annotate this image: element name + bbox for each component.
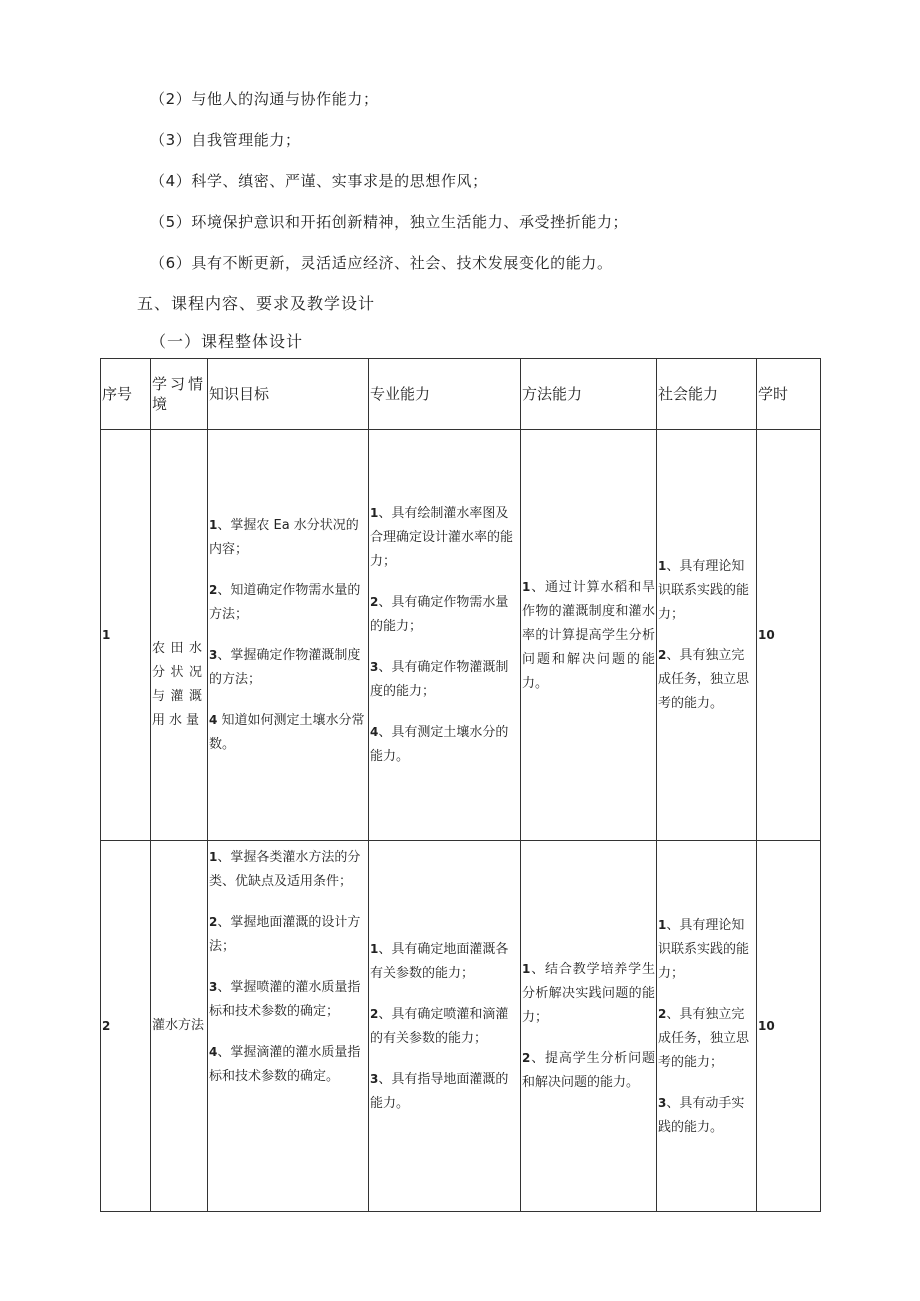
list-item: 4、具有测定土壤水分的能力。 bbox=[370, 725, 509, 764]
header-cell: 方法能力 bbox=[521, 359, 657, 430]
knowledge-goals bbox=[208, 430, 369, 841]
header-cell: 学时 bbox=[757, 359, 821, 430]
list-item: 1、具有绘制灌水率图及合理确定设计灌水率的能力； bbox=[370, 506, 514, 569]
list-item: 1、具有确定地面灌溉各有关参数的能力； bbox=[370, 941, 509, 981]
list-item: 1、结合教学培养学生分析解决实践问题的能力； bbox=[522, 962, 655, 1025]
professional-abilities bbox=[369, 841, 521, 1212]
header-cell: 社会能力 bbox=[657, 359, 757, 430]
method-abilities bbox=[521, 841, 657, 1212]
list-item: 2、掌握地面灌溉的设计方法； bbox=[209, 915, 361, 954]
professional-abilities bbox=[369, 430, 521, 841]
list-item: 2、具有确定作物需水量的能力； bbox=[370, 595, 509, 634]
intro-item: （5）环境保护意识和开拓创新精神，独立生活能力、承受挫折能力； bbox=[150, 213, 629, 231]
list-item: 1、具有理论知识联系实践的能力； bbox=[658, 917, 750, 981]
list-item: 3、具有动手实践的能力。 bbox=[658, 1095, 745, 1135]
list-item: 2、具有独立完成任务，独立思考的能力； bbox=[658, 1006, 750, 1070]
class-hours: 10 bbox=[757, 430, 821, 841]
class-hours: 10 bbox=[757, 841, 821, 1212]
table-row bbox=[101, 430, 821, 841]
list-item: 3、具有确定作物灌溉制度的能力； bbox=[370, 660, 509, 699]
intro-item: （4）科学、缜密、严谨、实事求是的思想作风； bbox=[150, 172, 488, 190]
intro-item: （2）与他人的沟通与协作能力； bbox=[150, 90, 379, 108]
header-cell: 专业能力 bbox=[369, 359, 521, 430]
row-number: 1 bbox=[101, 430, 151, 841]
learning-context: 灌水方法 bbox=[151, 841, 208, 1212]
intro-item: （3）自我管理能力； bbox=[150, 131, 301, 149]
list-item: 4 知道如何测定土壤水分常数。 bbox=[209, 713, 365, 752]
list-item: 1、掌握农 Ea 水分状况的内容； bbox=[209, 518, 359, 557]
list-item: 3、掌握喷灌的灌水质量指标和技术参数的确定； bbox=[209, 980, 361, 1019]
header-cell: 学习情境 bbox=[151, 359, 208, 430]
list-item: 2、提高学生分析问题和解决问题的能力。 bbox=[522, 1051, 655, 1090]
section-title: 五、课程内容、要求及教学设计 bbox=[137, 294, 376, 313]
list-item: 3、具有指导地面灌溉的能力。 bbox=[370, 1071, 509, 1111]
social-abilities bbox=[657, 430, 757, 841]
list-item: 2、具有确定喷灌和滴灌的有关参数的能力； bbox=[370, 1006, 509, 1046]
subsection-title: （一）课程整体设计 bbox=[150, 332, 304, 351]
intro-item: （6）具有不断更新，灵活适应经济、社会、技术发展变化的能力。 bbox=[150, 254, 613, 272]
table-row bbox=[101, 841, 821, 1212]
list-item: 2、知道确定作物需水量的方法； bbox=[209, 583, 361, 622]
list-item: 4、掌握滴灌的灌水质量指标和技术参数的确定。 bbox=[209, 1045, 361, 1084]
list-item: 1、掌握各类灌水方法的分类、优缺点及适用条件； bbox=[209, 850, 361, 889]
social-abilities bbox=[657, 841, 757, 1212]
learning-context: 农田水分状况与灌溉用水量 bbox=[151, 430, 208, 841]
list-item: 3、掌握确定作物灌溉制度的方法； bbox=[209, 648, 361, 687]
header-cell: 序号 bbox=[101, 359, 151, 430]
table-header-row bbox=[101, 359, 821, 430]
row-number: 2 bbox=[101, 841, 151, 1212]
header-cell: 知识目标 bbox=[208, 359, 369, 430]
list-item: 1、通过计算水稻和旱作物的灌溉制度和灌水率的计算提高学生分析问题和解决问题的能力。 bbox=[522, 579, 655, 691]
knowledge-goals bbox=[208, 841, 369, 1212]
list-item: 2、具有独立完成任务，独立思考的能力。 bbox=[658, 648, 750, 711]
list-item: 1、具有理论知识联系实践的能力； bbox=[658, 559, 750, 622]
course-design-table bbox=[100, 358, 821, 1212]
method-abilities bbox=[521, 430, 657, 841]
